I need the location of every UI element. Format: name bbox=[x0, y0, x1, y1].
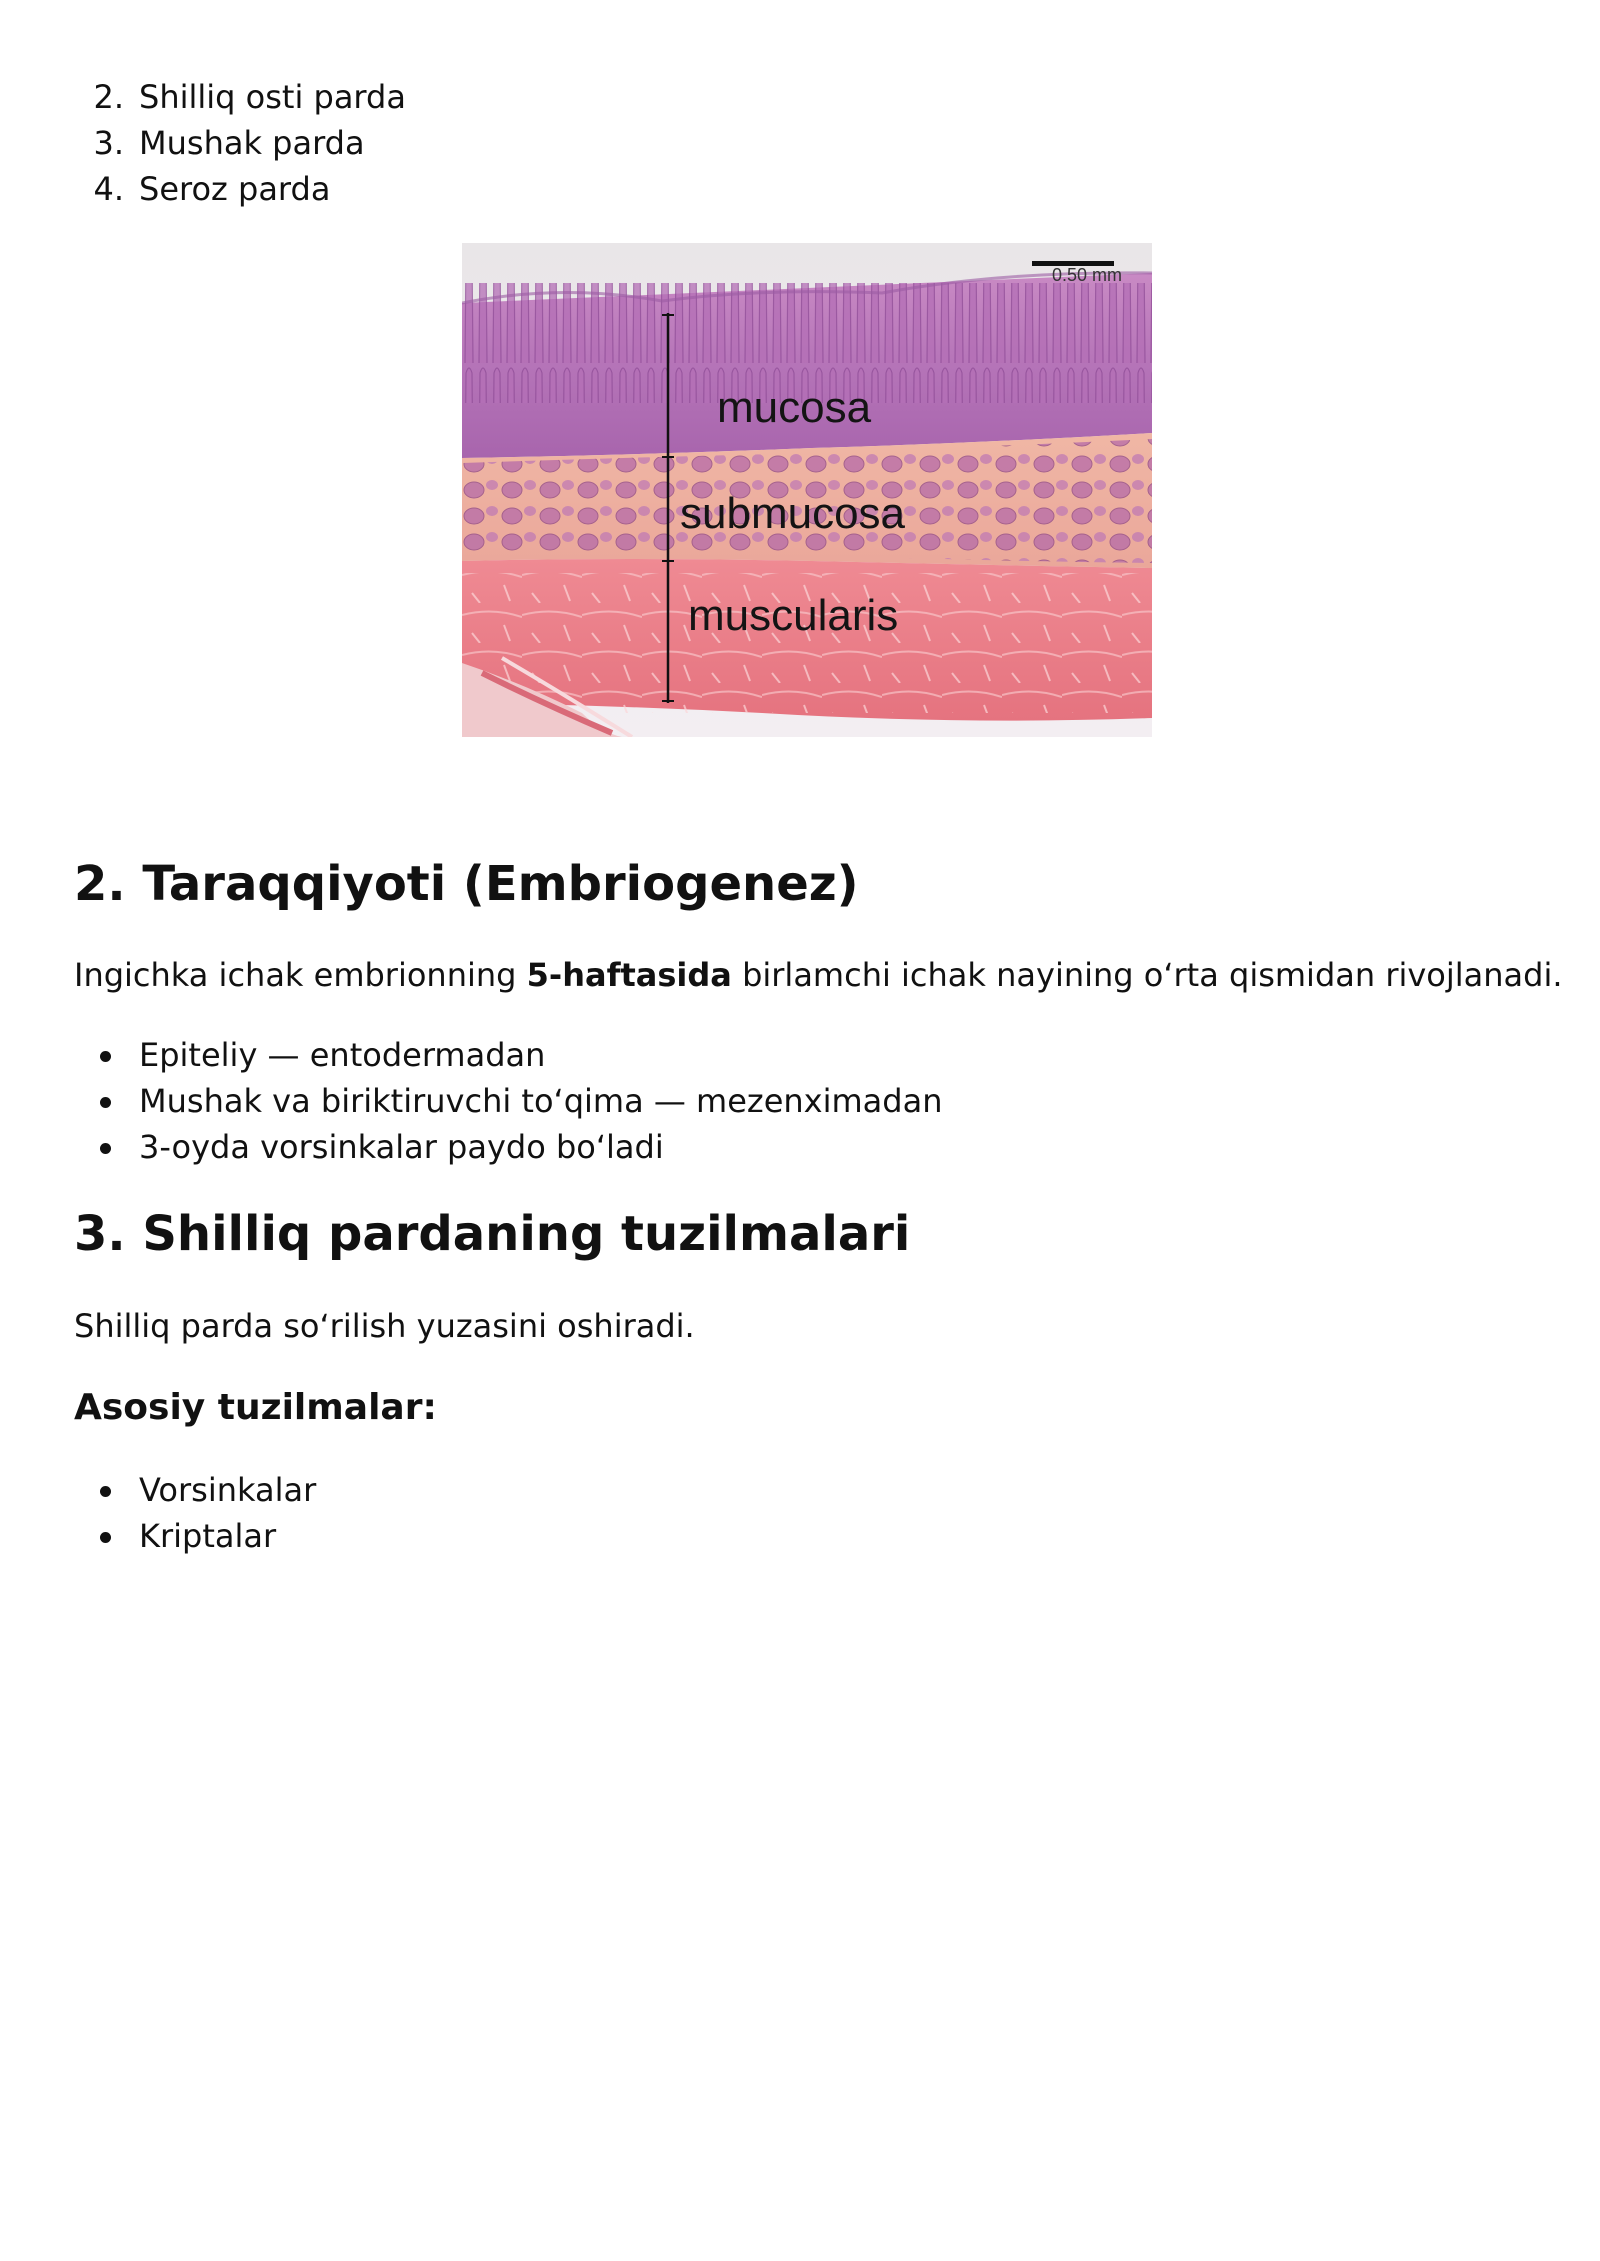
label-mucosa: mucosa bbox=[717, 383, 872, 432]
list-text: Seroz parda bbox=[139, 170, 331, 208]
list-text: Kriptalar bbox=[139, 1517, 277, 1555]
list-text: Mushak va biriktiruvchi to‘qima — mezenximadan bbox=[139, 1082, 943, 1120]
mucosa-paragraph: Shilliq parda so‘rilish yuzasini oshiradi. bbox=[74, 1307, 695, 1345]
bullet-icon bbox=[100, 1097, 111, 1108]
list-number: 2. bbox=[93, 78, 124, 116]
bullet-icon bbox=[100, 1143, 111, 1154]
paragraph-text: birlamchi ichak nayining o‘rta qismidan rivojlanadi. bbox=[731, 956, 1563, 994]
list-text: 3-oyda vorsinkalar paydo bo‘ladi bbox=[139, 1128, 664, 1166]
bullet-icon bbox=[100, 1051, 111, 1062]
list-number: 3. bbox=[93, 124, 124, 162]
subheading-main-structures: Asosiy tuzilmalar: bbox=[74, 1387, 437, 1428]
list-text: Vorsinkalar bbox=[139, 1471, 317, 1509]
embryogenesis-paragraph bbox=[74, 953, 1563, 997]
list-text: Epiteliy — entodermadan bbox=[139, 1036, 546, 1074]
list-number: 4. bbox=[93, 170, 124, 208]
paragraph-emphasis: 5-haftasida bbox=[526, 956, 732, 994]
bullet-icon bbox=[100, 1486, 111, 1497]
label-submucosa: submucosa bbox=[680, 489, 906, 538]
list-text: Mushak parda bbox=[139, 124, 365, 162]
bullet-icon bbox=[100, 1532, 111, 1543]
section-heading-mucosa-structures: 3. Shilliq pardaning tuzilmalari bbox=[74, 1206, 911, 1262]
section-heading-embryogenesis: 2. Taraqqiyoti (Embriogenez) bbox=[74, 856, 859, 912]
label-muscularis: muscularis bbox=[688, 591, 899, 640]
paragraph-text: Ingichka ichak embrionning bbox=[74, 956, 527, 994]
list-text: Shilliq osti parda bbox=[139, 78, 406, 116]
histology-micrograph bbox=[462, 243, 1152, 737]
scale-bar-label: 0.50 mm bbox=[1051, 265, 1122, 285]
